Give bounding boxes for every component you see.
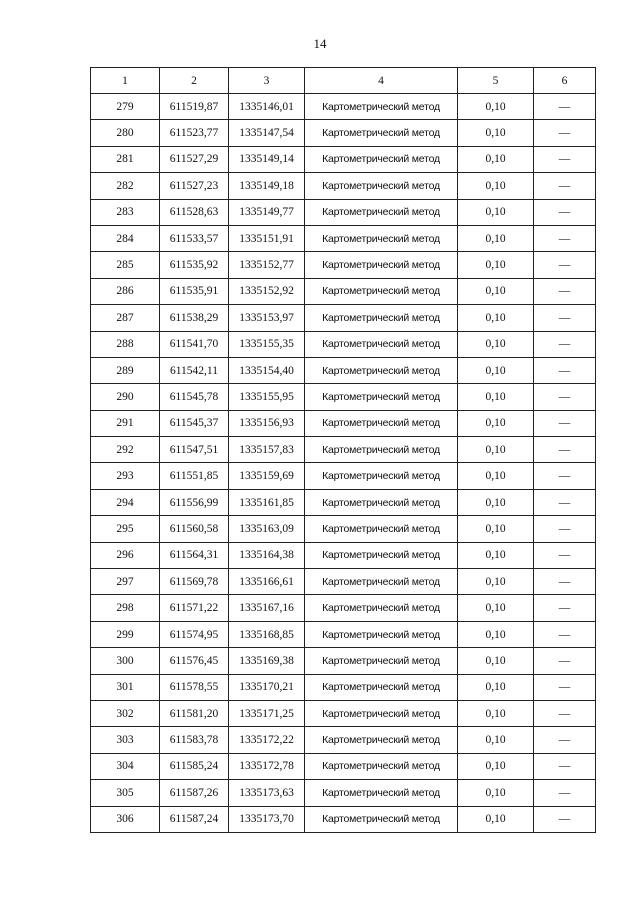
point-number-cell: 280	[91, 120, 160, 146]
method-cell: Картометрический метод	[305, 357, 458, 383]
description-cell: —	[534, 199, 596, 225]
accuracy-cell: 0,10	[458, 621, 534, 647]
y-coordinate-cell: 1335173,63	[229, 780, 305, 806]
point-number-cell: 282	[91, 173, 160, 199]
description-cell: —	[534, 225, 596, 251]
table-row	[91, 780, 596, 806]
method-cell: Картометрический метод	[305, 120, 458, 146]
method-cell: Картометрический метод	[305, 542, 458, 568]
point-number-cell: 286	[91, 278, 160, 304]
point-number-cell: 284	[91, 225, 160, 251]
accuracy-cell: 0,10	[458, 753, 534, 779]
description-cell: —	[534, 146, 596, 172]
column-header-2: 2	[160, 68, 229, 94]
description-cell: —	[534, 463, 596, 489]
y-coordinate-cell: 1335157,83	[229, 437, 305, 463]
table-row	[91, 516, 596, 542]
method-cell: Картометрический метод	[305, 489, 458, 515]
accuracy-cell: 0,10	[458, 410, 534, 436]
accuracy-cell: 0,10	[458, 94, 534, 120]
point-number-cell: 297	[91, 569, 160, 595]
x-coordinate-cell: 611581,20	[160, 700, 229, 726]
table-row	[91, 648, 596, 674]
accuracy-cell: 0,10	[458, 595, 534, 621]
table-row	[91, 753, 596, 779]
description-cell: —	[534, 410, 596, 436]
description-cell: —	[534, 648, 596, 674]
y-coordinate-cell: 1335147,54	[229, 120, 305, 146]
table-row	[91, 727, 596, 753]
accuracy-cell: 0,10	[458, 569, 534, 595]
x-coordinate-cell: 611551,85	[160, 463, 229, 489]
description-cell: —	[534, 120, 596, 146]
point-number-cell: 290	[91, 384, 160, 410]
y-coordinate-cell: 1335164,38	[229, 542, 305, 568]
page-number: 14	[313, 36, 327, 51]
y-coordinate-cell: 1335171,25	[229, 700, 305, 726]
x-coordinate-cell: 611533,57	[160, 225, 229, 251]
x-coordinate-cell: 611545,78	[160, 384, 229, 410]
accuracy-cell: 0,10	[458, 305, 534, 331]
y-coordinate-cell: 1335168,85	[229, 621, 305, 647]
accuracy-cell: 0,10	[458, 648, 534, 674]
method-cell: Картометрический метод	[305, 569, 458, 595]
point-number-cell: 298	[91, 595, 160, 621]
description-cell: —	[534, 437, 596, 463]
point-number-cell: 303	[91, 727, 160, 753]
x-coordinate-cell: 611527,23	[160, 173, 229, 199]
table-row	[91, 674, 596, 700]
table-row	[91, 120, 596, 146]
accuracy-cell: 0,10	[458, 437, 534, 463]
x-coordinate-cell: 611578,55	[160, 674, 229, 700]
x-coordinate-cell: 611538,29	[160, 305, 229, 331]
x-coordinate-cell: 611527,29	[160, 146, 229, 172]
method-cell: Картометрический метод	[305, 806, 458, 832]
accuracy-cell: 0,10	[458, 225, 534, 251]
accuracy-cell: 0,10	[458, 120, 534, 146]
description-cell: —	[534, 621, 596, 647]
method-cell: Картометрический метод	[305, 463, 458, 489]
y-coordinate-cell: 1335161,85	[229, 489, 305, 515]
x-coordinate-cell: 611556,99	[160, 489, 229, 515]
column-header-1: 1	[91, 68, 160, 94]
method-cell: Картометрический метод	[305, 516, 458, 542]
description-cell: —	[534, 173, 596, 199]
description-cell: —	[534, 357, 596, 383]
x-coordinate-cell: 611542,11	[160, 357, 229, 383]
method-cell: Картометрический метод	[305, 621, 458, 647]
table-row	[91, 173, 596, 199]
x-coordinate-cell: 611523,77	[160, 120, 229, 146]
description-cell: —	[534, 489, 596, 515]
accuracy-cell: 0,10	[458, 489, 534, 515]
description-cell: —	[534, 278, 596, 304]
point-number-cell: 302	[91, 700, 160, 726]
accuracy-cell: 0,10	[458, 173, 534, 199]
y-coordinate-cell: 1335149,18	[229, 173, 305, 199]
description-cell: —	[534, 700, 596, 726]
method-cell: Картометрический метод	[305, 674, 458, 700]
description-cell: —	[534, 806, 596, 832]
table-row	[91, 569, 596, 595]
table-row	[91, 621, 596, 647]
x-coordinate-cell: 611564,31	[160, 542, 229, 568]
point-number-cell: 300	[91, 648, 160, 674]
y-coordinate-cell: 1335169,38	[229, 648, 305, 674]
table-row	[91, 437, 596, 463]
coordinates-table	[90, 67, 596, 833]
point-number-cell: 292	[91, 437, 160, 463]
y-coordinate-cell: 1335159,69	[229, 463, 305, 489]
method-cell: Картометрический метод	[305, 780, 458, 806]
accuracy-cell: 0,10	[458, 331, 534, 357]
accuracy-cell: 0,10	[458, 357, 534, 383]
method-cell: Картометрический метод	[305, 331, 458, 357]
point-number-cell: 281	[91, 146, 160, 172]
table-row	[91, 252, 596, 278]
method-cell: Картометрический метод	[305, 384, 458, 410]
x-coordinate-cell: 611587,26	[160, 780, 229, 806]
x-coordinate-cell: 611541,70	[160, 331, 229, 357]
description-cell: —	[534, 569, 596, 595]
accuracy-cell: 0,10	[458, 146, 534, 172]
method-cell: Картометрический метод	[305, 146, 458, 172]
table-row	[91, 146, 596, 172]
table-row	[91, 595, 596, 621]
y-coordinate-cell: 1335172,78	[229, 753, 305, 779]
y-coordinate-cell: 1335156,93	[229, 410, 305, 436]
x-coordinate-cell: 611587,24	[160, 806, 229, 832]
method-cell: Картометрический метод	[305, 700, 458, 726]
column-header-6: 6	[534, 68, 596, 94]
y-coordinate-cell: 1335153,97	[229, 305, 305, 331]
method-cell: Картометрический метод	[305, 199, 458, 225]
y-coordinate-cell: 1335146,01	[229, 94, 305, 120]
method-cell: Картометрический метод	[305, 595, 458, 621]
table-row	[91, 305, 596, 331]
accuracy-cell: 0,10	[458, 727, 534, 753]
x-coordinate-cell: 611569,78	[160, 569, 229, 595]
y-coordinate-cell: 1335166,61	[229, 569, 305, 595]
table-row	[91, 542, 596, 568]
y-coordinate-cell: 1335152,92	[229, 278, 305, 304]
method-cell: Картометрический метод	[305, 727, 458, 753]
point-number-cell: 295	[91, 516, 160, 542]
table-row	[91, 463, 596, 489]
method-cell: Картометрический метод	[305, 225, 458, 251]
description-cell: —	[534, 94, 596, 120]
description-cell: —	[534, 780, 596, 806]
y-coordinate-cell: 1335154,40	[229, 357, 305, 383]
y-coordinate-cell: 1335151,91	[229, 225, 305, 251]
point-number-cell: 288	[91, 331, 160, 357]
y-coordinate-cell: 1335173,70	[229, 806, 305, 832]
x-coordinate-cell: 611583,78	[160, 727, 229, 753]
method-cell: Картометрический метод	[305, 410, 458, 436]
accuracy-cell: 0,10	[458, 278, 534, 304]
point-number-cell: 279	[91, 94, 160, 120]
table-row	[91, 278, 596, 304]
description-cell: —	[534, 252, 596, 278]
table-row	[91, 225, 596, 251]
table-row	[91, 806, 596, 832]
description-cell: —	[534, 595, 596, 621]
method-cell: Картометрический метод	[305, 278, 458, 304]
method-cell: Картометрический метод	[305, 648, 458, 674]
accuracy-cell: 0,10	[458, 384, 534, 410]
accuracy-cell: 0,10	[458, 463, 534, 489]
point-number-cell: 293	[91, 463, 160, 489]
description-cell: —	[534, 542, 596, 568]
column-header-4: 4	[305, 68, 458, 94]
y-coordinate-cell: 1335172,22	[229, 727, 305, 753]
accuracy-cell: 0,10	[458, 674, 534, 700]
x-coordinate-cell: 611585,24	[160, 753, 229, 779]
description-cell: —	[534, 331, 596, 357]
point-number-cell: 289	[91, 357, 160, 383]
table-row	[91, 384, 596, 410]
table-row	[91, 331, 596, 357]
point-number-cell: 304	[91, 753, 160, 779]
table-row	[91, 489, 596, 515]
table-header-row	[91, 68, 596, 94]
table-body	[91, 94, 596, 833]
method-cell: Картометрический метод	[305, 437, 458, 463]
accuracy-cell: 0,10	[458, 252, 534, 278]
x-coordinate-cell: 611576,45	[160, 648, 229, 674]
accuracy-cell: 0,10	[458, 516, 534, 542]
method-cell: Картометрический метод	[305, 94, 458, 120]
description-cell: —	[534, 727, 596, 753]
column-header-5: 5	[458, 68, 534, 94]
method-cell: Картометрический метод	[305, 305, 458, 331]
x-coordinate-cell: 611560,58	[160, 516, 229, 542]
point-number-cell: 291	[91, 410, 160, 436]
table-row	[91, 700, 596, 726]
accuracy-cell: 0,10	[458, 199, 534, 225]
x-coordinate-cell: 611571,22	[160, 595, 229, 621]
point-number-cell: 285	[91, 252, 160, 278]
x-coordinate-cell: 611545,37	[160, 410, 229, 436]
y-coordinate-cell: 1335149,14	[229, 146, 305, 172]
x-coordinate-cell: 611574,95	[160, 621, 229, 647]
point-number-cell: 305	[91, 780, 160, 806]
method-cell: Картометрический метод	[305, 173, 458, 199]
accuracy-cell: 0,10	[458, 780, 534, 806]
x-coordinate-cell: 611519,87	[160, 94, 229, 120]
x-coordinate-cell: 611535,91	[160, 278, 229, 304]
point-number-cell: 306	[91, 806, 160, 832]
y-coordinate-cell: 1335152,77	[229, 252, 305, 278]
method-cell: Картометрический метод	[305, 753, 458, 779]
point-number-cell: 287	[91, 305, 160, 331]
point-number-cell: 283	[91, 199, 160, 225]
point-number-cell: 296	[91, 542, 160, 568]
point-number-cell: 294	[91, 489, 160, 515]
x-coordinate-cell: 611528,63	[160, 199, 229, 225]
y-coordinate-cell: 1335149,77	[229, 199, 305, 225]
accuracy-cell: 0,10	[458, 806, 534, 832]
x-coordinate-cell: 611535,92	[160, 252, 229, 278]
x-coordinate-cell: 611547,51	[160, 437, 229, 463]
description-cell: —	[534, 384, 596, 410]
accuracy-cell: 0,10	[458, 700, 534, 726]
y-coordinate-cell: 1335170,21	[229, 674, 305, 700]
table-row	[91, 410, 596, 436]
column-header-3: 3	[229, 68, 305, 94]
accuracy-cell: 0,10	[458, 542, 534, 568]
y-coordinate-cell: 1335155,35	[229, 331, 305, 357]
point-number-cell: 301	[91, 674, 160, 700]
table-row	[91, 94, 596, 120]
table-row	[91, 357, 596, 383]
method-cell: Картометрический метод	[305, 252, 458, 278]
y-coordinate-cell: 1335163,09	[229, 516, 305, 542]
y-coordinate-cell: 1335155,95	[229, 384, 305, 410]
y-coordinate-cell: 1335167,16	[229, 595, 305, 621]
description-cell: —	[534, 674, 596, 700]
description-cell: —	[534, 305, 596, 331]
point-number-cell: 299	[91, 621, 160, 647]
description-cell: —	[534, 753, 596, 779]
description-cell: —	[534, 516, 596, 542]
table-row	[91, 199, 596, 225]
